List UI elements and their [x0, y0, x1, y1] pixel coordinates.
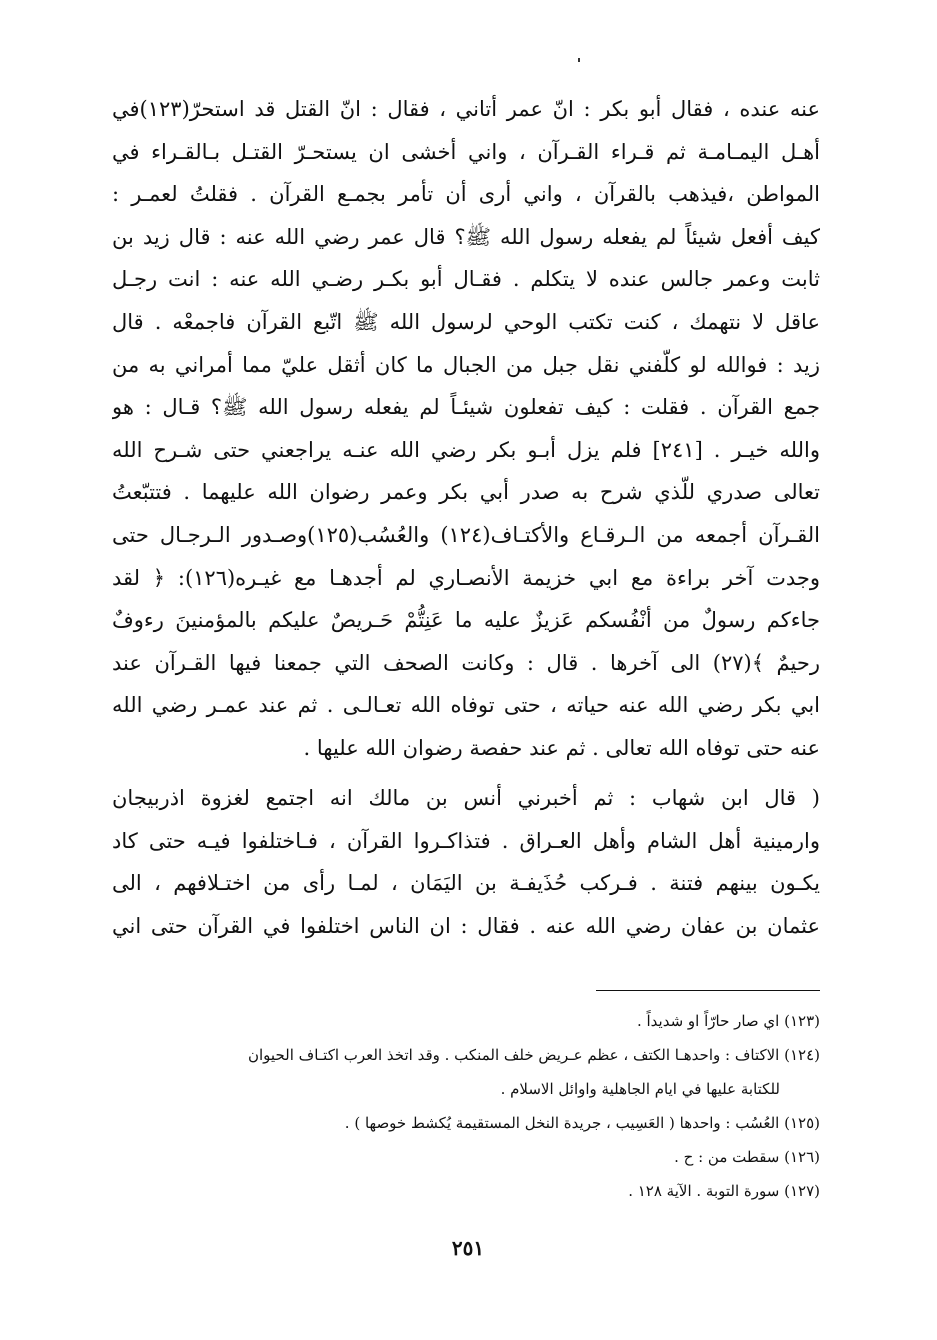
text-line: عنه عنده ، فقال أبو بكر : انّ عمر أتاني ، فقال : انّ القتل قد استحرّ(١٢٣)في	[112, 97, 820, 121]
text-line: القـرآن أجمعه من الـرقـاع والأكتـاف(١٢٤) والعُسُب(١٢٥)وصـدور الـرجـال حتى	[112, 522, 820, 547]
footnote: (١٢٥) العُسُب : واحدها ( العَسِيب ، جريدة النخل المستقيمة يُكشط خوصها ) .	[344, 1114, 820, 1132]
text-line: وجدت آخر براءة مع ابي خزيمة الأنصـاري لم أجدهـا مع غيـره(١٢٦): ﴿ لقد	[112, 565, 820, 590]
text-line: والله خيـر . [٢٤١] فلم يزل أبـو بكر رضي الله عنـه يراجعني حتى شـرح الله	[112, 437, 820, 462]
text-line: عثمان بن عفان رضي الله عنه . فقال : ان الناس اختلفوا في القرآن حتى اني	[112, 913, 820, 938]
text-line: وارمينية أهل الشام وأهل العـراق . فتذاكـروا القرآن ، فـاختلفوا فيـه حتى كاد	[112, 828, 820, 853]
text-line: ثابت وعمر جالس عنده لا يتكلم . فقـال أبو بكـر رضـي الله عنه : انت رجـل	[112, 267, 820, 292]
page-number: ٢٥١	[451, 1236, 485, 1260]
footnote-divider	[596, 990, 820, 991]
text-line: رحيمٌ ﴾(٢٧) الى آخرها . قال : وكانت الصحف التي جمعنا فيها القـرآن عند	[112, 650, 820, 675]
text-line: يكـون بينهم فتنة . فـركب حُذَيفـة بن اليَمَان ، لمـا رأى من اختـلافهم ، الى	[112, 871, 820, 896]
text-line: ابي بكر رضي الله عنه حياته ، حتى توفاه الله تعـالـى . ثم عند عمـر رضي الله	[112, 693, 820, 718]
footnote: (١٢٤) الاكتاف : واحدهـا الكتف ، عظم عـريض خلف المنكب . وقد اتخذ العرب اكتـاف الحيوان	[248, 1046, 820, 1064]
text-line: كيف أفعل شيئاً لم يفعله رسول الله ﷺ؟ قال عمر رضي الله عنه : قال زيد بن	[112, 224, 820, 249]
text-line: عنه حتى توفاه الله تعالى . ثم عند حفصة رضوان الله عليها .	[303, 735, 820, 760]
footnote: (١٢٧) سورة التوبة . الآية ١٢٨ .	[628, 1182, 820, 1200]
scan-speck	[578, 58, 580, 62]
text-line: تعالى صدري للّذي شرح به صدر أبي بكر وعمر رضوان الله عليهما . فتتبّعتُ	[112, 480, 820, 505]
text-line: جمع القرآن . فقلت : كيف تفعلون شيئـاً لم يفعله رسول الله ﷺ؟ قـال : هو	[112, 395, 820, 420]
second-paragraph	[112, 777, 820, 947]
text-line: جاءكم رسولٌ من أنْفُسكم عَزيزٌ عليه ما عَنِتُّمْ حَـريصٌ عليكم بالمؤمنينَ رءوفٌ	[112, 608, 820, 633]
footnote: (١٢٣) اي صار حارّاً او شديداً .	[636, 1012, 820, 1030]
text-line: زيد : فوالله لو كلّفني نقل جبل من الجبال ما كان أثقل عليّ مما أمراني به من	[112, 352, 820, 377]
main-text-block	[112, 88, 820, 770]
footnotes	[112, 1004, 820, 1208]
text-line: المواطن ،فيذهب بالقرآن ، واني أرى أن تأمر بجمـع القرآن . فقلتُ لعمـر :	[112, 182, 820, 207]
footnote-continuation: للكتابة عليها في ايام الجاهلية واوائل الاسلام .	[500, 1080, 780, 1098]
text-line: عاقل لا نتهمك ، كنت تكتب الوحي لرسول الله ﷺ اتّبع القرآن فاجمعْه . قال	[112, 309, 820, 334]
text-line: ( قال ابن شهاب : ثم أخبرني أنس بن مالك انه اجتمع لغزوة اذربيجان	[112, 786, 820, 810]
text-line: أهـل اليمـامـة ثم قـراء القـرآن ، واني أخشى ان يستحـرّ القتـل بـالقـراء في	[112, 139, 820, 164]
footnote: (١٢٦) سقطت من : ح .	[674, 1148, 820, 1166]
